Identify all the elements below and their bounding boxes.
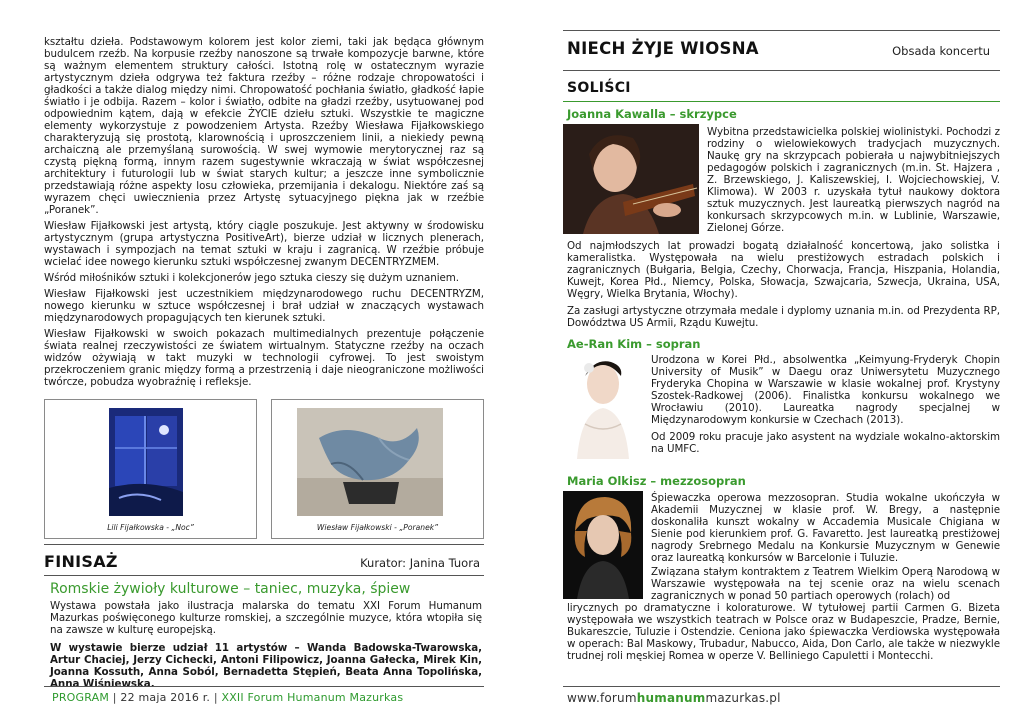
footer-date: 22 maja 2016 r.: [120, 691, 211, 704]
concert-title: NIECH ŻYJE WIOSNA: [567, 39, 759, 58]
footer-separator: |: [213, 691, 218, 704]
soloist-bio-olkisz-career: Związana stałym kontraktem z Teatrem Wielkim Operą Narodową w Warszawie występowała na tej scenie oraz na wielu scenach zagranicznych w ponad 50 partiach operowych (rolach) od: [651, 566, 1000, 602]
footer-separator: |: [112, 691, 117, 704]
artwork-noc-image: [109, 408, 183, 516]
right-page: [563, 0, 1000, 725]
finisaz-description: Wystawa powstała jako ilustracja malarska do tematu XXI Forum Humanum Mazurkas poświęconego kulturze romskiej, a szczególnie muzyce, która wtopiła się na zawsze w kulturę europejską.: [50, 600, 482, 636]
website-prefix: www.forum: [567, 691, 637, 705]
artwork-poranek-image: [297, 408, 443, 516]
soloist-bio-kim: Urodzona w Korei Płd., absolwentka „Keimyung-Fryderyk Chopin University of Musik” w Daegu oraz Uniwersytetu Muzycznego Fryderyka Chopina w Warszawie w klasie wokalnej prof. Krystyny Szostek-Radkowej (2006). Finalistka konkursu wokalnego we Wrocławiu (2010). Laureatka nagrody specjalnej w Międzynarodowym konkursie w Czechach (2013).: [651, 354, 1000, 426]
soloists-heading: SOLIŚCI: [567, 80, 631, 96]
finisaz-subtitle: Romskie żywioły kulturowe – taniec, muzyka, śpiew: [50, 581, 411, 597]
artwork-noc-caption: Lili Fijałkowska - „Noc”: [107, 523, 194, 532]
soloist-bio-olkisz-roles: lirycznych po dramatyczne i koloraturowe. W tytułowej partii Carmen G. Bizeta występowała we wszystkich teatrach w Polsce oraz w Budapeszcie, Pradze, Bernie, Bukareszcie, Tuluzie i Ostendzie. Ceniona jako śpiewaczka Verdiowska występowała w operach: Bal Maskowy, Trubadur, Nabucco, Aida, Don Carlo, ale także w niezwykle trudnej roli męskiej Romea w operze V. Belliniego Capuletti i Montecchi.: [567, 602, 1000, 662]
soloist-bio-kawalla: Wybitna przedstawicielka polskiej wiolinistyki. Pochodzi z rodziny o wielowiekowych tradycjach muzycznych. Naukę gry na skrzypcach pobierała u najwybitniejszych pedagogów polskich i zagranicznych (m.in. St. Hajzera , Z. Brzewskiego, J. Kaliszewskiej, I. Wojciechowskiej, V. Klimowa). W 2003 r. uzyskała tytuł naukowy doktora sztuk muzycznych. Jest laureatką pierwszych nagród na konkursach skrzypcowych m.in. w Lublinie, Warszawie, Zielonej Górze.: [707, 126, 1000, 234]
artwork-poranek-caption: Wiesław Fijałkowski - „Poranek”: [316, 523, 439, 532]
soloist-bio-kim-work: Od 2009 roku pracuje jako asystent na wydziale wokalno-aktorskim na UMFC.: [651, 431, 1000, 455]
finisaz-title: FINISAŻ: [44, 552, 118, 571]
footer-forum: XXII Forum Humanum Mazurkas: [221, 691, 404, 704]
article-paragraph: Wiesław Fijałkowski jest artystą, który ciągle poszukuje. Jest aktywny w środowisku artystycznym (grupa artystyczna PositiveArt), bierze udział w licznych plenerach, wystawach i sympozjach na temat sztuki w kraju i zagranicą. W rzeźbie próbuje wcielać idee nowego kierunku sztuki współczesnej zwanym DECENTRYZMEM.: [44, 220, 484, 268]
concert-subtitle: Obsada koncertu: [892, 44, 990, 58]
soloists-divider: [563, 101, 1000, 102]
soprano-portrait-image: [563, 354, 643, 459]
article-paragraph: kształtu dzieła. Podstawowym kolorem jest kolor ziemi, taki jak będąca głównym budulcem rzeźb. Na korpusie rzeźby nanoszone są trwałe kompozycje barwne, które są ważnym elementem struktury całości. Istotną rolę w ostatecznym wyrazie artystycznym dzieła odgrywa też faktura rzeźby – różne rodzaje chropowatości i gładkości a także dialog między nimi. Chropowatość pochłania światło, gładkość łapie światło i je odbija. Razem – kolor i światło, odbite na gładzi rzeźby, usytuowanej pod odpowiednim kątem, dają w efekcie ŻYCIE dziełu sztuki. Wszystkie te magiczne elementy wykorzystuje z powodzeniem Artysta. Rzeźby Wiesława Fijałkowskiego charakteryzują się prostotą, klarownością i uproszczeniem linii, a niekiedy pewną archaiczną ale przemyślaną surowością. W swej wymowie merytorycznej raz są czystą piękną formą, innym razem sugestywnie wkraczają w świat współczesnej architektury i futurologii lub w świat starych kultur; a jeszcze inne symbolicznie przedstawiają różne aspekty losu człowieka, przemijania i dekalogu. Niektóre zaś są wyrazem chęci uwiecznienia przez Artystę sytuacyjnego piękna jak w rzeźbie „Poranek”.: [44, 36, 484, 216]
header-divider: [563, 70, 1000, 71]
violinist-portrait-image: [563, 124, 699, 234]
artwork-poranek-frame: [271, 399, 484, 539]
soloist-photo-olkisz: [563, 491, 643, 599]
left-page: [44, 0, 484, 725]
article-paragraph: Wiesław Fijałkowski jest uczestnikiem międzynarodowego ruchu DECENTRYZM, nowego kierunku w sztuce współczesnej i brał udział w znaczących wystawach międzynarodowych propagujących ten kierunek sztuki.: [44, 288, 484, 324]
artwork-noc-frame: [44, 399, 257, 539]
mezzosoprano-portrait-image: [563, 491, 643, 599]
footer-divider: [563, 686, 1000, 687]
footer-website: [567, 691, 781, 705]
soloist-name-kim: Ae-Ran Kim – sopran: [567, 337, 701, 351]
finisaz-artists: W wystawie bierze udział 11 artystów – Wanda Badowska-Twarowska, Artur Chaciej, Jerzy Cichecki, Antoni Filipowicz, Joanna Gałecka, Mirek Kin, Joanna Kossuth, Anna Soból, Bernadetta Stępień, Beata Anna Topolińska, Anna Wiśniewska.: [50, 642, 482, 690]
article-body: [44, 36, 484, 392]
section-divider: [44, 575, 484, 576]
footer-divider: [44, 686, 484, 687]
article-paragraph: Wiesław Fijałkowski w swoich pokazach multimedialnych prezentuje połączenie świata realnej rzeczywistości ze światem wirtualnym. Statyczne rzeźby na oczach widzów ożywiają w takt muzyki w technologii cyfrowej. To jest swoistym przekroczeniem granic między formą a przestrzenią i daje nieograniczone możliwości twórcze, pobudza wyobraźnię i refleksje.: [44, 328, 484, 388]
website-highlight: humanum: [636, 691, 706, 705]
soloist-name-olkisz: Maria Olkisz – mezzosopran: [567, 474, 746, 488]
soloist-photo-kim: [563, 354, 643, 459]
soloist-bio-kawalla-awards: Za zasługi artystyczne otrzymała medale i dyplomy uznania m.in. od Prezydenta RP, Dowództwa US Armii, Rządu Kuwejtu.: [567, 305, 1000, 329]
footer-program: PROGRAM: [52, 691, 110, 704]
section-divider: [44, 544, 484, 545]
footer-left: [52, 691, 403, 704]
soloist-bio-olkisz: Śpiewaczka operowa mezzosopran. Studia wokalne ukończyła w Akademii Muzycznej w klasie prof. W. Bregy, a następnie doskonaliła kunszt wokalny w Accademia Musicale Chigiana w Sienie pod kierunkiem prof. G. Favaretto. Jest laureatką prestiżowej nagrody Srebrnego Medalu na Konkursie Muzycznym w Genewie oraz laureatką konkursów w Barcelonie i Tuluzie.: [651, 492, 1000, 564]
soloist-bio-kawalla-concerts: Od najmłodszych lat prowadzi bogatą działalność koncertową, jako solistka i kameralistka. Występowała na wielu prestiżowych estradach polskich i zagranicznych (Bułgaria, Belgia, Czechy, Chorwacja, Francja, Hiszpania, Holandia, Kuwejt, Korea Płd., Niemcy, Polska, Słowacja, Szwajcaria, Szwecja, Ukraina, USA, Węgry, Wielka Brytania, Włochy).: [567, 240, 1000, 300]
artwork-row: [44, 399, 484, 539]
soloist-photo-kawalla: [563, 124, 699, 234]
header-divider: [563, 30, 1000, 31]
soloist-name-kawalla: Joanna Kawalla – skrzypce: [567, 107, 737, 121]
website-suffix: mazurkas.pl: [705, 691, 781, 705]
article-paragraph: Wśród miłośników sztuki i kolekcjonerów jego sztuka cieszy się dużym uznaniem.: [44, 272, 460, 284]
finisaz-curator: Kurator: Janina Tuora: [360, 556, 480, 570]
